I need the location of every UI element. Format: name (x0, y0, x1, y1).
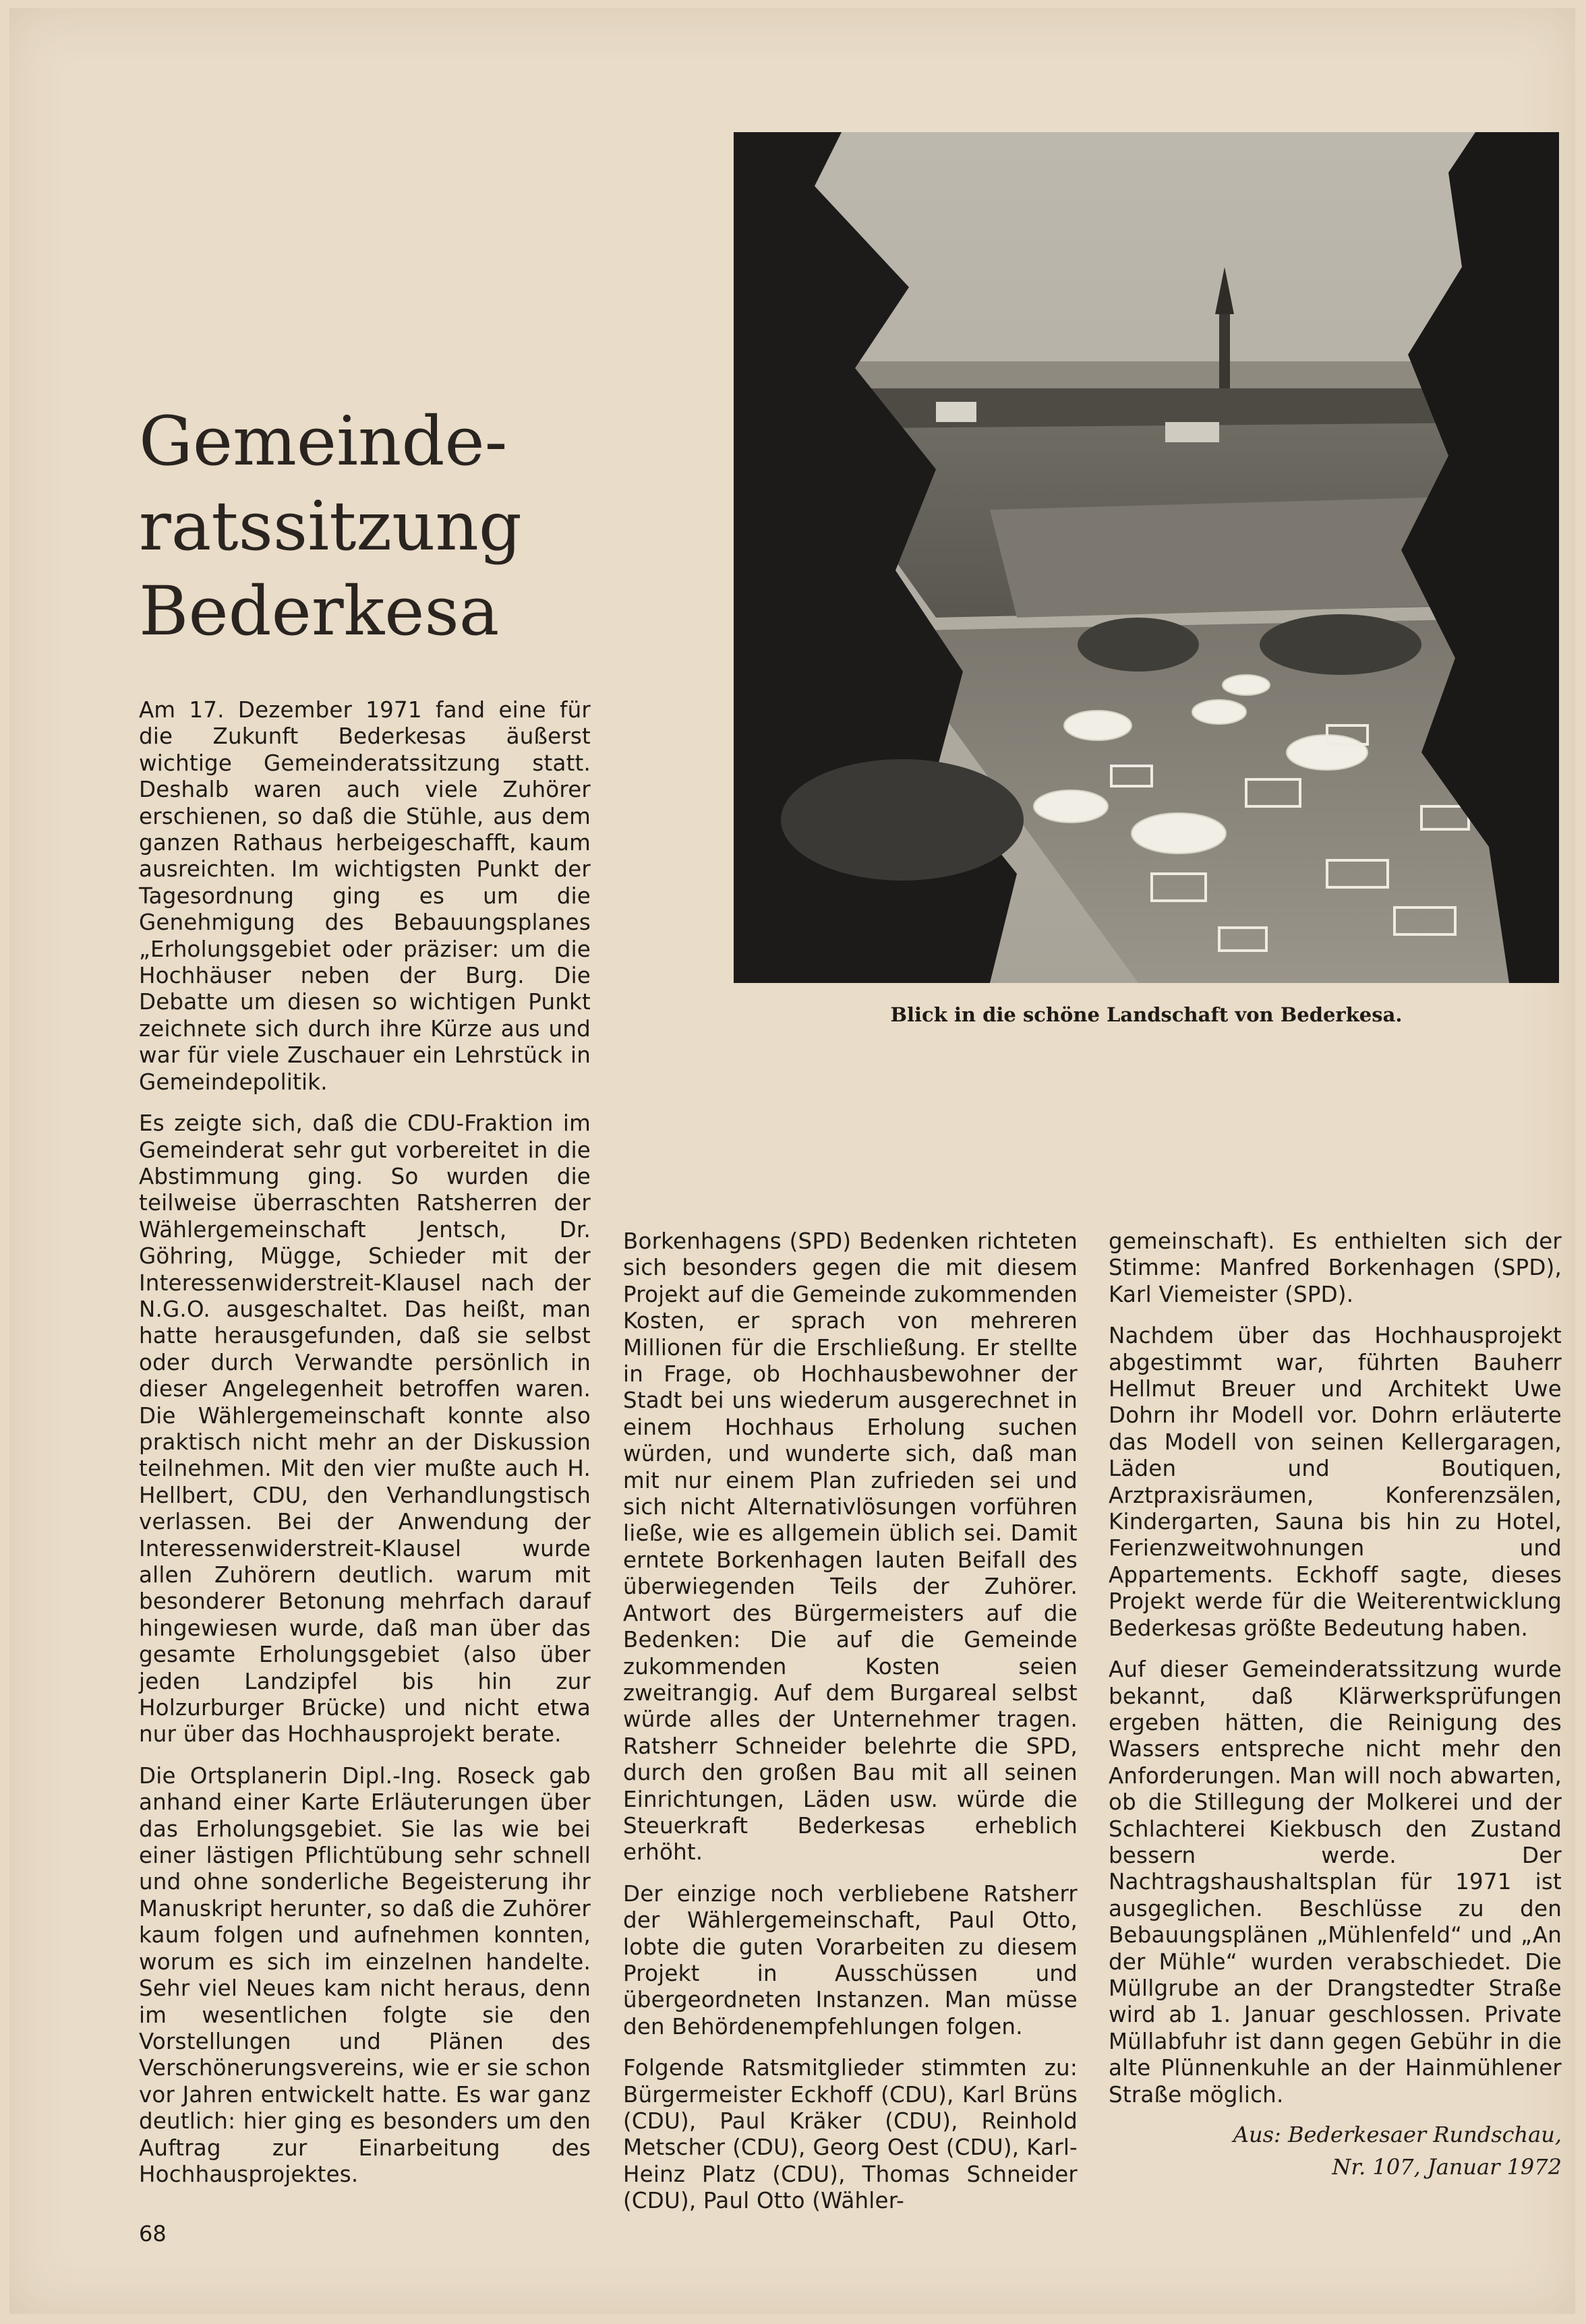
title-line-1: Gemeinde- (139, 402, 508, 481)
paragraph: Borkenhagens (SPD) Bedenken richteten sich besonders gegen die mit diesem Projekt auf die Gemeinde zukommenden Kosten, er sprach von mehreren Millionen für die Erschließung. Er stellte in Frage, ob Hochhausbewohner der Stadt bei uns wiederum ausgerechnet in einem Hochhaus Erholung suchen würden, und wunderte sich, daß man mit nur einem Plan zufrieden sei und sich nicht Alternativlösungen vorführen ließe, wie es allgemein üblich sei. Damit erntete Borkenhagen lauten Beifall des überwiegenden Teils der Zuhörer. Antwort des Bürgermeisters auf die Bedenken: Die auf die Gemeinde zukommenden Kosten seien zweitrangig. Auf dem Burgareal selbst würde alles der Unternehmer tragen. Ratsherr Schneider belehrte die SPD, durch den großen Bau mit all seinen Einrichtungen, Läden usw. würde die Steuerkraft Bederkesas erheblich erhöht. (623, 1228, 1078, 1866)
paragraph: Die Ortsplanerin Dipl.-Ing. Roseck gab anhand einer Karte Erläuterungen über das Erholungsgebiet. Sie las wie bei einer lästigen Pflichtübung sehr schnell und ohne sonderliche Begeisterung ihr Manuskript herunter, so daß die Zuhörer kaum folgen und aufnehmen konnten, worum es sich im einzelnen handelte. Sehr viel Neues kam nicht heraus, denn im wesentlichen folgte sie den Vorstellungen und Plänen des Verschönerungsvereins, wie er sie schon vor Jahren entwickelt hatte. Es war ganz deutlich: hier ging es besonders um den Auftrag zur Einarbeitung des Hochhausprojektes. (139, 1762, 591, 2187)
paragraph: Am 17. Dezember 1971 fand eine für die Zukunft Bederkesas äußerst wichtige Gemeinderatssitzung statt. Deshalb waren auch viele Zuhörer erschienen, so daß die Stühle, aus dem ganzen Rathaus herbeigeschafft, kaum ausreichten. Im wichtigsten Punkt der Tagesordnung ging es um die Genehmigung des Bebauungsplanes „Erholungsgebiet oder präziser: um die Hochhäuser neben der Burg. Die Debatte um diesen so wichtigen Punkt zeichnete sich durch ihre Kürze aus und war für viele Zuschauer ein Lehrstück in Gemeindepolitik. (139, 697, 591, 1095)
paragraph: Auf dieser Gemeinderatssitzung wurde bekannt, daß Klärwerksprüfungen ergeben hätten, die Reinigung des Wassers entspreche nicht mehr den Anforderungen. Man will noch abwarten, ob die Stillegung der Molkerei und der Schlachterei Kiekbusch den Zustand bessern werde. Der Nachtragshaushaltsplan für 1971 ist ausgeglichen. Beschlüsse zu den Bebauungsplänen „Mühlenfeld“ und „An der Mühle“ wurden verabschiedet. Die Müllgrube an der Drangstedter Straße wird ab 1. Januar geschlossen. Private Müllabfuhr ist dann gegen Gebühr in die alte Plünnenkuhle an der Hainmühlener Straße möglich. (1109, 1657, 1562, 2108)
title-line-2: ratssitzung (139, 487, 522, 566)
title-line-3: Bederkesa (139, 572, 500, 651)
photo-caption: Blick in die schöne Landschaft von Bederkesa. (890, 1003, 1403, 1026)
magazine-page (9, 8, 1575, 2314)
paragraph: Nachdem über das Hochhausprojekt abgestimmt war, führten Bauherr Hellmut Breuer und Architekt Uwe Dohrn ihr Modell vor. Dohrn erläuterte das Modell von seinen Kellergaragen, Läden und Boutiquen, Arztpraxisräumen, Konferenzsälen, Kindergarten, Sauna bis hin zu Hotel, Ferienzweitwohnungen und Appartements. Eckhoff sagte, dieses Projekt werde für die Weiterentwicklung Bederkesas größte Bedeutung haben. (1109, 1323, 1562, 1641)
source-citation (1109, 2118, 1562, 2183)
landscape-photo (734, 132, 1559, 983)
photo-illustration (734, 132, 1559, 983)
source-line-2: Nr. 107, Januar 1972 (1332, 2154, 1562, 2180)
paragraph: Es zeigte sich, daß die CDU-Fraktion im Gemeinderat sehr gut vorbereitet in die Abstimmung ging. So wurden die teilweise überraschten Ratsherren der Wählergemeinschaft Jentsch, Dr. Göhring, Mügge, Schieder mit der Interessenwiderstreit-Klausel nach der N.G.O. ausgeschaltet. Das heißt, man hatte herausgefunden, daß sie selbst oder durch Verwandte persönlich in dieser Angelegenheit betroffen waren. Die Wählergemeinschaft konnte also praktisch nicht mehr an der Diskussion teilnehmen. Mit den vier mußte auch H. Hellbert, CDU, den Verhandlungstisch verlassen. Bei der Anwendung der Interessenwiderstreit-Klausel wurde allen Zuhörern deutlich. warum mit besonderer Betonung mehrfach darauf hingewiesen wurde, daß man über das gesamte Erholungsgebiet (also über jeden Landzipfel bis hin zur Holzurburger Brücke) und nicht etwa nur über das Hochhausprojekt berate. (139, 1110, 591, 1748)
paragraph: Folgende Ratsmitglieder stimmten zu: Bürgermeister Eckhoff (CDU), Karl Brüns (CDU), Paul Kräker (CDU), Reinhold Metscher (CDU), Georg Oest (CDU), Karl-Heinz Platz (CDU), Thomas Schneider (CDU), Paul Otto (Wähler- (623, 2055, 1078, 2214)
article-title (139, 399, 611, 654)
page-number: 68 (139, 2221, 167, 2246)
paragraph: Der einzige noch verbliebene Ratsherr der Wählergemeinschaft, Paul Otto, lobte die guten Vorarbeiten zu diesem Projekt in Ausschüssen und übergeordneten Instanzen. Man müsse den Behördenempfehlungen folgen. (623, 1880, 1078, 2039)
article-column-3 (1109, 1228, 1562, 2123)
article-column-2 (623, 1228, 1078, 2230)
article-column-1 (139, 697, 591, 2203)
source-line-1: Aus: Bederkesaer Rundschau, (1233, 2122, 1562, 2147)
paragraph: gemeinschaft). Es enthielten sich der Stimme: Manfred Borkenhagen (SPD), Karl Viemeister (SPD). (1109, 1228, 1562, 1307)
